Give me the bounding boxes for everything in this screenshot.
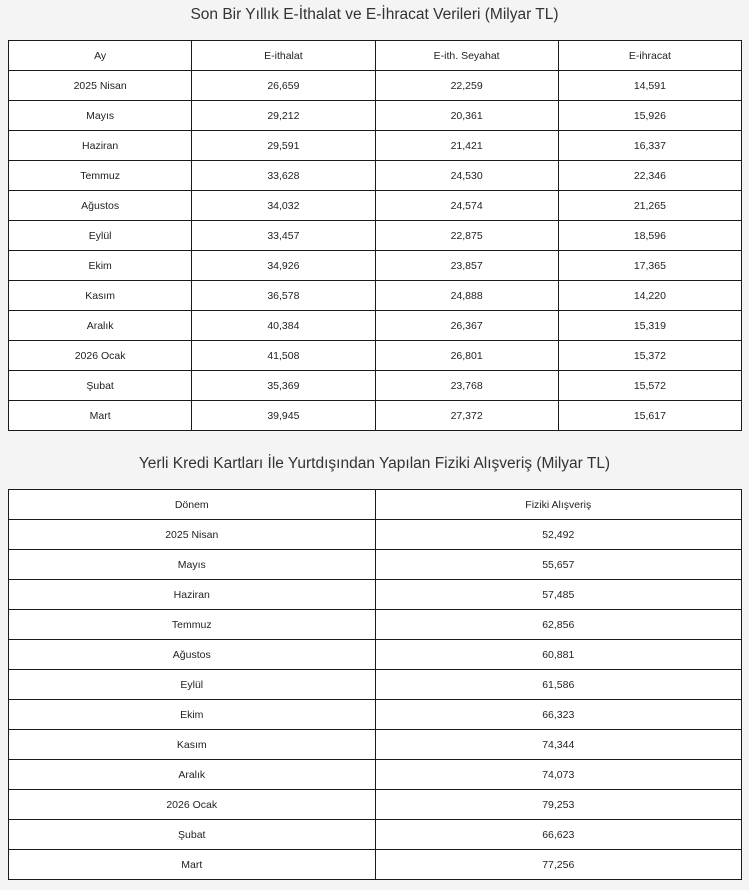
cell-period: Kasım <box>9 730 376 760</box>
cell-e-import-travel: 24,888 <box>375 281 558 311</box>
cell-physical-shopping: 74,073 <box>375 760 742 790</box>
cell-physical-shopping: 74,344 <box>375 730 742 760</box>
cell-month: Mayıs <box>9 101 192 131</box>
table-row <box>9 550 742 580</box>
cell-period: Ağustos <box>9 640 376 670</box>
cell-physical-shopping: 61,586 <box>375 670 742 700</box>
column-header-physical-shopping: Fiziki Alışveriş <box>375 490 742 520</box>
cell-physical-shopping: 55,657 <box>375 550 742 580</box>
cell-month: Haziran <box>9 131 192 161</box>
table-row <box>9 71 742 101</box>
table-row <box>9 610 742 640</box>
cell-e-import-travel: 23,857 <box>375 251 558 281</box>
cell-physical-shopping: 60,881 <box>375 640 742 670</box>
cell-e-export: 17,365 <box>558 251 741 281</box>
table-row <box>9 580 742 610</box>
cell-e-export: 15,372 <box>558 341 741 371</box>
cell-e-import-travel: 22,259 <box>375 71 558 101</box>
column-header-month: Ay <box>9 41 192 71</box>
cell-e-import: 33,628 <box>192 161 375 191</box>
table-row <box>9 161 742 191</box>
cell-e-import-travel: 24,530 <box>375 161 558 191</box>
table-row <box>9 371 742 401</box>
cell-e-import: 29,212 <box>192 101 375 131</box>
cell-e-import-travel: 21,421 <box>375 131 558 161</box>
cell-e-import: 41,508 <box>192 341 375 371</box>
cell-e-import: 33,457 <box>192 221 375 251</box>
cell-period: Mayıs <box>9 550 376 580</box>
cell-physical-shopping: 57,485 <box>375 580 742 610</box>
cell-period: Ekim <box>9 700 376 730</box>
table-row <box>9 191 742 221</box>
eimport-export-table-title: Son Bir Yıllık E-İthalat ve E-İhracat Verileri (Milyar TL) <box>190 6 559 23</box>
cell-month: Eylül <box>9 221 192 251</box>
cell-e-import: 36,578 <box>192 281 375 311</box>
cell-month: Kasım <box>9 281 192 311</box>
cell-month: Ağustos <box>9 191 192 221</box>
table-row <box>9 760 742 790</box>
cell-e-import-travel: 26,367 <box>375 311 558 341</box>
table-header-row <box>9 41 742 71</box>
cell-month: Mart <box>9 401 192 431</box>
cell-e-import: 26,659 <box>192 71 375 101</box>
cell-e-export: 15,572 <box>558 371 741 401</box>
cell-e-import: 34,926 <box>192 251 375 281</box>
cell-e-import-travel: 23,768 <box>375 371 558 401</box>
table-row <box>9 341 742 371</box>
cell-e-import: 40,384 <box>192 311 375 341</box>
cell-period: 2026 Ocak <box>9 790 376 820</box>
eimport-export-table <box>8 40 742 431</box>
table-row <box>9 311 742 341</box>
cell-e-import: 34,032 <box>192 191 375 221</box>
table-row <box>9 520 742 550</box>
cell-physical-shopping: 52,492 <box>375 520 742 550</box>
cell-month: Ekim <box>9 251 192 281</box>
cell-e-export: 14,591 <box>558 71 741 101</box>
cell-e-export: 15,319 <box>558 311 741 341</box>
cell-e-import-travel: 22,875 <box>375 221 558 251</box>
column-header-e-import: E-ithalat <box>192 41 375 71</box>
cell-physical-shopping: 79,253 <box>375 790 742 820</box>
cell-physical-shopping: 62,856 <box>375 610 742 640</box>
cell-month: 2026 Ocak <box>9 341 192 371</box>
cell-period: Şubat <box>9 820 376 850</box>
cell-period: Haziran <box>9 580 376 610</box>
cell-e-import-travel: 27,372 <box>375 401 558 431</box>
column-header-period: Dönem <box>9 490 376 520</box>
cell-month: Aralık <box>9 311 192 341</box>
table-row <box>9 221 742 251</box>
cell-period: Aralık <box>9 760 376 790</box>
table-row <box>9 281 742 311</box>
cell-physical-shopping: 77,256 <box>375 850 742 880</box>
table-header-row <box>9 490 742 520</box>
cell-physical-shopping: 66,323 <box>375 700 742 730</box>
cell-period: Eylül <box>9 670 376 700</box>
table-row <box>9 670 742 700</box>
column-header-e-export: E-ihracat <box>558 41 741 71</box>
cell-e-export: 21,265 <box>558 191 741 221</box>
cell-e-import-travel: 26,801 <box>375 341 558 371</box>
cell-e-import-travel: 20,361 <box>375 101 558 131</box>
cell-e-export: 15,926 <box>558 101 741 131</box>
cell-e-export: 14,220 <box>558 281 741 311</box>
table-row <box>9 251 742 281</box>
cell-month: Temmuz <box>9 161 192 191</box>
cell-e-import: 29,591 <box>192 131 375 161</box>
table-row <box>9 850 742 880</box>
card-spending-table <box>8 489 742 880</box>
cell-e-export: 16,337 <box>558 131 741 161</box>
table-row <box>9 700 742 730</box>
table-row <box>9 131 742 161</box>
cell-e-import: 35,369 <box>192 371 375 401</box>
cell-month: Şubat <box>9 371 192 401</box>
cell-month: 2025 Nisan <box>9 71 192 101</box>
table-row <box>9 101 742 131</box>
cell-e-export: 15,617 <box>558 401 741 431</box>
cell-e-import-travel: 24,574 <box>375 191 558 221</box>
card-spending-table-title: Yerli Kredi Kartları İle Yurtdışından Yapılan Fiziki Alışveriş (Milyar TL) <box>138 455 611 472</box>
column-header-e-import-travel: E-ith. Seyahat <box>375 41 558 71</box>
cell-e-export: 18,596 <box>558 221 741 251</box>
cell-e-export: 22,346 <box>558 161 741 191</box>
table-row <box>9 640 742 670</box>
cell-period: Temmuz <box>9 610 376 640</box>
table-row <box>9 790 742 820</box>
cell-e-import: 39,945 <box>192 401 375 431</box>
cell-physical-shopping: 66,623 <box>375 820 742 850</box>
cell-period: Mart <box>9 850 376 880</box>
cell-period: 2025 Nisan <box>9 520 376 550</box>
table-row <box>9 730 742 760</box>
table-row <box>9 401 742 431</box>
table-row <box>9 820 742 850</box>
